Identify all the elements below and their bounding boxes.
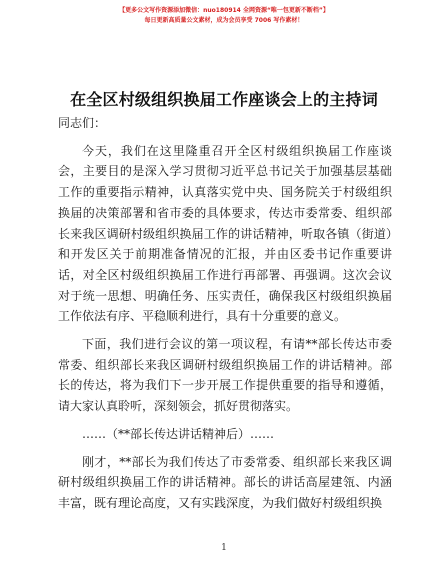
paragraph-2: 下面，我们进行会议的第一项议程，有请**部长传达市委常委、组织部长来我区调研村级组织换届工作的讲话精神。部长的传达，将为我们下一步开展工作提供重要的指导和遵循，请大家认真聆听，深刻领会，抓好贯彻落实。 [58,337,392,414]
paragraph-4: 刚才，**部长为我们传达了市委常委、组织部长来我区调研村级组织换届工作的讲话精神。部长的讲话高屋建瓴、内涵丰富，既有理论高度，又有实践深度，为我们做好村级组织换 [58,454,392,510]
page-number: 1 [221,543,227,553]
promo-banner-line-1: 【更多公文写作资源添加微信：nuo180914 全网资源“唯一包更新不断档”】 [119,7,329,14]
paragraph-1: 今天，我们在这里隆重召开全区村级组织换届工作座谈会，主要目的是深入学习贯彻习近平总书记关于加强基层基础工作的重要指示精神，认真落实党中央、国务院关于村级组织换届的决策部署和省市委的具体要求，传达市委常委、组织部长来我区调研村级组织换届工作的讲话精神，听取各镇（街道）和开发区关于前期准备情况的汇报，并由区委书记作重要讲话，对全区村级组织换届工作进行再部署、再强调。这次会议对于统一思想、明确任务、压实责任，确保我区村级组织换届工作依法有序、平稳顺利进行，具有十分重要的意义。 [58,143,392,324]
paragraph-3: ……（**部长传达讲话精神后）…… [82,426,275,441]
document-title: 在全区村级组织换届工作座谈会上的主持词 [70,90,378,109]
document-body [58,113,392,514]
promo-banner-line-2: 每日更新高质量公文素材，成为会员享受 7006 写作素材！ [144,17,304,24]
promo-banner [0,6,448,26]
salutation: 同志们： [58,116,107,130]
